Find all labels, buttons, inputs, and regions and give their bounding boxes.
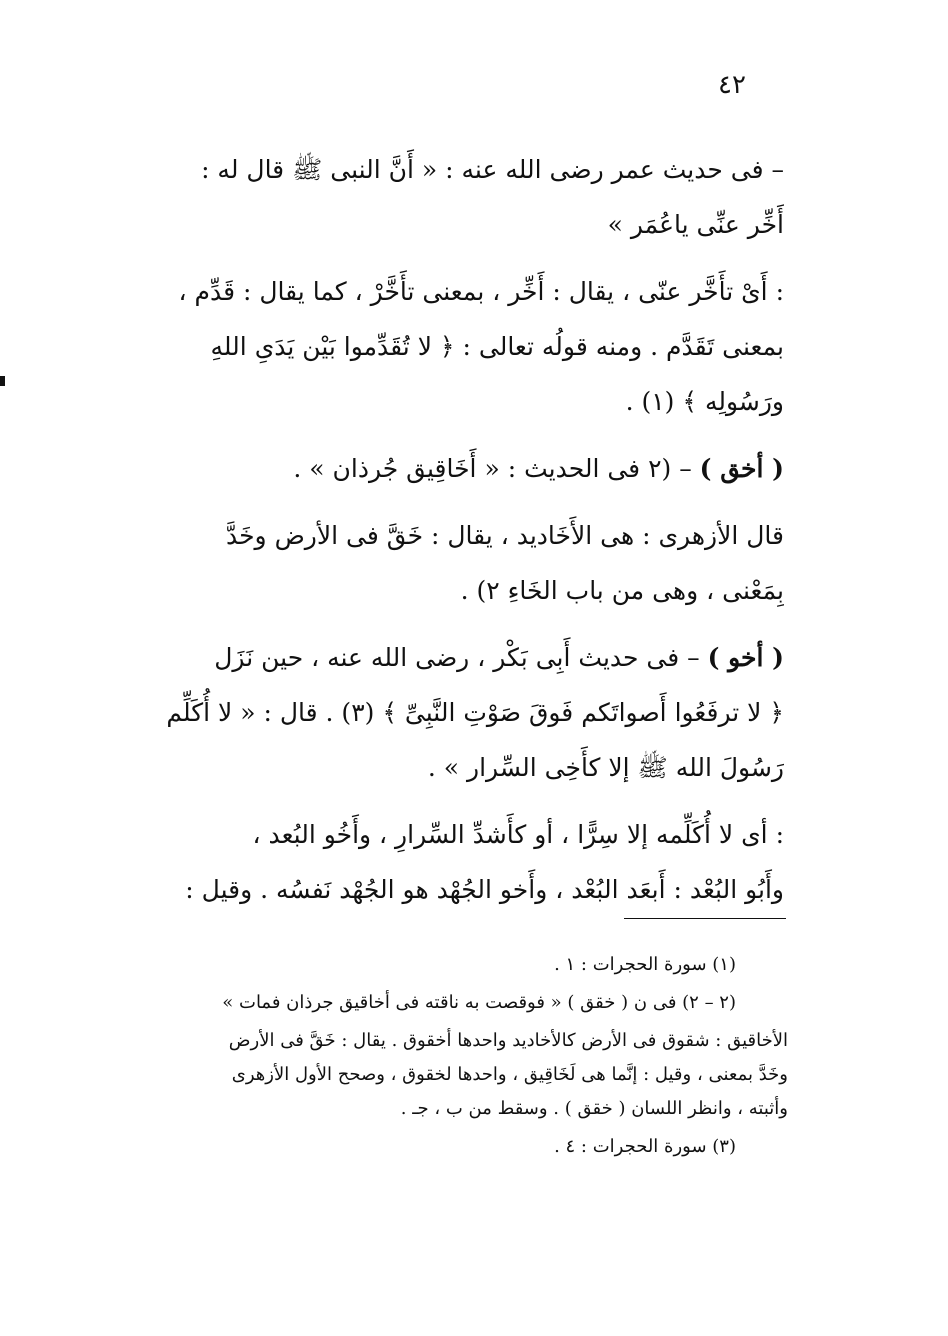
- footnote-line: (٣) سورة الحجرات : ٤ .: [554, 1136, 736, 1157]
- text-line: أَخِّر عنِّى ياعُمَر »: [607, 210, 784, 239]
- text-line: [112, 441, 784, 496]
- entry-text: – فى حديث أَبِى بَكْر ، رضى الله عنه ، حين نَزَل: [214, 643, 708, 672]
- text-line: رَسُولَ الله ﷺ إلا كأَخِى السِّرار » .: [427, 753, 784, 782]
- entry-text: – (٢ فى الحديث : « أَخَاقِيق جُرذان » .: [293, 454, 700, 483]
- text-line: – فى حديث عمر رضى الله عنه : « أَنَّ النبى ﷺ قال له :: [201, 155, 784, 184]
- text-line: ﴿ لا ترفَعُوا أَصواتَكم فَوقَ صَوْتِ النَّبِىِّ ﴾ (٣) . قال : « لا أُكَلِّم: [166, 698, 784, 727]
- footnote-2: [112, 986, 788, 1020]
- paragraph-sirar: [112, 807, 784, 917]
- paragraph-azhari: [112, 508, 784, 618]
- footnote-separator: [624, 918, 786, 919]
- footnotes: [112, 948, 788, 1168]
- paragraph-hadith-umar: [112, 142, 784, 252]
- text-line: قال الأزهرى : هى الأَخَاديد ، يقال : خَقَّ فى الأرض وخَدَّ: [225, 521, 784, 550]
- text-line: بمعنى تَقَدَّم . ومنه قولُه تعالى : ﴿ لا تُقَدِّموا بَيْن يَدَىِ اللهِ: [210, 332, 784, 361]
- entry-akhw: [112, 630, 784, 795]
- footnote-1: [112, 948, 788, 982]
- main-text: [112, 142, 784, 929]
- footnote-line: وخَدَّ بمعنى ، وقيل : إنَّما هى لَخَاقِيق ، واحدها لخقوق ، وصحح الأول الأزهرى: [231, 1064, 788, 1085]
- footnote-3: [112, 1130, 788, 1164]
- margin-mark: [0, 376, 5, 386]
- footnote-2-continuation: [112, 1024, 788, 1126]
- entry-heading: ( أخق ): [699, 454, 784, 483]
- paragraph-explanation: [112, 264, 784, 429]
- text-line: وأَبُو البُعْد : أَبعَد البُعْد ، وأَخو الجُهْد هو الجُهْد نَفسُه . وقيل :: [185, 875, 784, 904]
- footnote-line: وأثبته ، وانظر اللسان ( خقق ) . وسقط من ب ، جـ .: [400, 1098, 788, 1119]
- entry-heading: ( أخو ): [707, 643, 784, 672]
- footnote-line: (٢ – ٢) فى ن ( خقق ) « فوقصت به ناقته فى أخاقيق جرذان فمات »: [222, 992, 736, 1013]
- footnote-line: الأخاقيق : شقوق فى الأرض كالأخاديد واحدها أخقوق . يقال : خَقَّ فى الأرض: [228, 1030, 788, 1051]
- footnote-line: (١) سورة الحجرات : ١ .: [554, 954, 736, 975]
- entry-akhaq: [112, 441, 784, 496]
- text-line: ورَسُولِه ﴾ (١) .: [625, 387, 784, 416]
- text-line: : أى لا أُكَلِّمه إلا سِرًّا ، أو كأَشدِّ السِّرارِ ، وأَخُو البُعد ،: [252, 820, 784, 849]
- text-line: : أَىْ تأَخَّر عنّى ، يقال : أَخِّر ، بمعنى تأَخَّرْ ، كما يقال : قَدِّم ،: [178, 277, 784, 306]
- page-number: ٤٢: [718, 70, 746, 100]
- text-line: بِمَعْنى ، وهى من باب الخَاءِ ٢) .: [460, 576, 784, 605]
- text-line: [112, 630, 784, 685]
